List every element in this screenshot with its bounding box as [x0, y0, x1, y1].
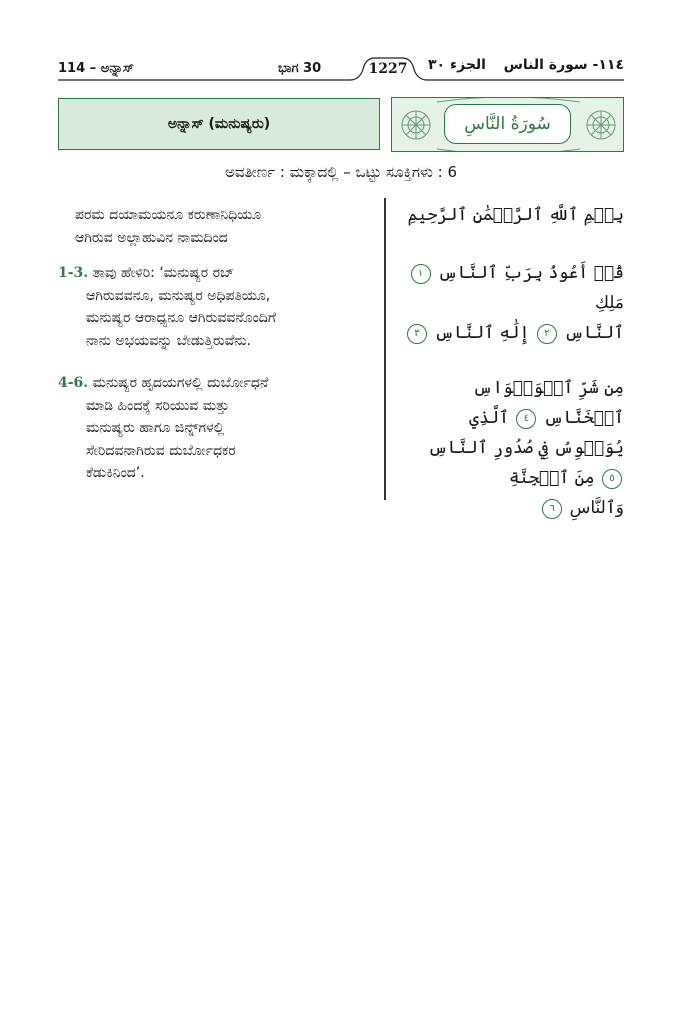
surah-title-text: ಅನ್ನಾಸ್ (ಮನುಷ್ಯರು)	[167, 116, 271, 132]
verse-text: ತಾವು ಹೇಳಿರಿ: ‘ಮನುಷ್ಯರ ರಬ್	[92, 265, 235, 281]
verse-number: 4-6.	[58, 375, 89, 391]
ayah-marker: ٦	[542, 499, 562, 519]
revelation-info: ಅವತೀರ್ಣ : ಮಕ್ಕಾದಲ್ಲಿ – ಒಟ್ಟು ಸೂಕ್ತಿಗಳು : 6	[224, 163, 458, 181]
surah-title-arabic: سُورَةُ النَّاسِ	[444, 104, 571, 144]
text-line: ಆಗಿರುವವನೂ, ಮನುಷ್ಯರ ಅಧಿಪತಿಯೂ,	[86, 287, 271, 304]
arabic-text: مِنَ ٱلۡجِنَّةِ	[509, 468, 595, 488]
arabic-line	[399, 318, 624, 348]
ayah-marker: ٥	[602, 469, 622, 489]
bismillah-kannada	[58, 204, 361, 249]
verse-1-3-kannada	[58, 262, 378, 352]
text-line: ಪರಮ ದಯಾಮಯನೂ ಕರುಣಾನಿಧಿಯೂ	[75, 207, 262, 223]
ayah-marker: ٢	[537, 324, 557, 344]
page-number: 1227	[368, 61, 408, 77]
arabic-text: مَلِكِ	[594, 293, 624, 313]
arabic-text: مِن شَرِّ ٱلۡوَسۡوَاسِ ٱلۡخَنَّاسِ	[472, 378, 624, 428]
text-line: ಸೇರಿದವನಾಗಿರುವ ದುರ್ಬೋಧಕರ	[86, 442, 236, 459]
arabic-line	[399, 493, 624, 523]
verse-4-6-kannada	[58, 372, 378, 485]
text-line: ಮನುಷ್ಯರ ಆರಾಧ್ಯನೂ ಆಗಿರುವವನೊಂದಿಗೆ	[86, 310, 276, 326]
column-divider	[384, 198, 386, 500]
surah-title-kannada	[58, 98, 380, 150]
header-juz-arabic: الجزء ٣٠	[428, 57, 486, 73]
arabic-text: وَٱلنَّاسِ	[569, 498, 624, 518]
text-line: ಮಾಡಿ ಹಿಂದಕ್ಕೆ ಸರಿಯುವ ಮತ್ತು	[86, 397, 230, 414]
verses-4-6-arabic	[399, 373, 624, 523]
arabic-text: ٱلَّذِي	[469, 408, 510, 428]
verse-text: ಮನುಷ್ಯರ ಹೃದಯಗಳಲ್ಲಿ ದುರ್ಬೋಧನೆ	[92, 375, 269, 391]
text-line: ಕೆಡುಕಿನಿಂದ’.	[86, 465, 145, 481]
text-line: ಆಗಿರುವ ಅಲ್ಲಾಹುವಿನ ನಾಮದಿಂದ	[75, 229, 228, 246]
arabic-line	[399, 373, 624, 433]
verses-1-3-arabic	[399, 258, 624, 348]
arabic-text: إِلَٰهِ ٱلنَّاسِ	[434, 323, 530, 343]
text-line: ಮನುಷ್ಯರು ಹಾಗೂ ಜಿನ್ನ್‌ಗಳಲ್ಲಿ	[86, 420, 225, 436]
arabic-line	[399, 433, 624, 493]
header-rule	[0, 0, 682, 90]
surah-title-ornament	[391, 97, 624, 152]
arabic-text: يُوَسۡوِسُ فِي صُدُورِ ٱلنَّاسِ	[428, 438, 624, 458]
arabic-line	[399, 258, 624, 318]
arabic-text: ٱلنَّاسِ	[564, 323, 624, 343]
text-line	[58, 262, 378, 285]
text-line	[58, 372, 378, 395]
verse-number: 1-3.	[58, 265, 89, 281]
ayah-marker: ١	[411, 264, 431, 284]
ayah-marker: ٤	[516, 409, 536, 429]
header-surah-kannada: 114 – ಅನ್ನಾಸ್	[58, 61, 134, 76]
text-line: ನಾನು ಅಭಯವನ್ನು ಬೇಡುತ್ತಿರುವೆನು.	[86, 332, 251, 349]
header-part: ಭಾಗ 30	[278, 61, 322, 76]
arabic-text: قُلۡ أَعُوذُ بِرَبِّ ٱلنَّاسِ	[437, 263, 624, 283]
bismillah-arabic: بِسۡمِ ٱللَّهِ ٱلرَّحۡمَٰنِ ٱلرَّحِيمِ	[407, 205, 624, 225]
ayah-marker: ٣	[407, 324, 427, 344]
header-surah-arabic: ١١٤- سورة الناس	[503, 57, 624, 73]
